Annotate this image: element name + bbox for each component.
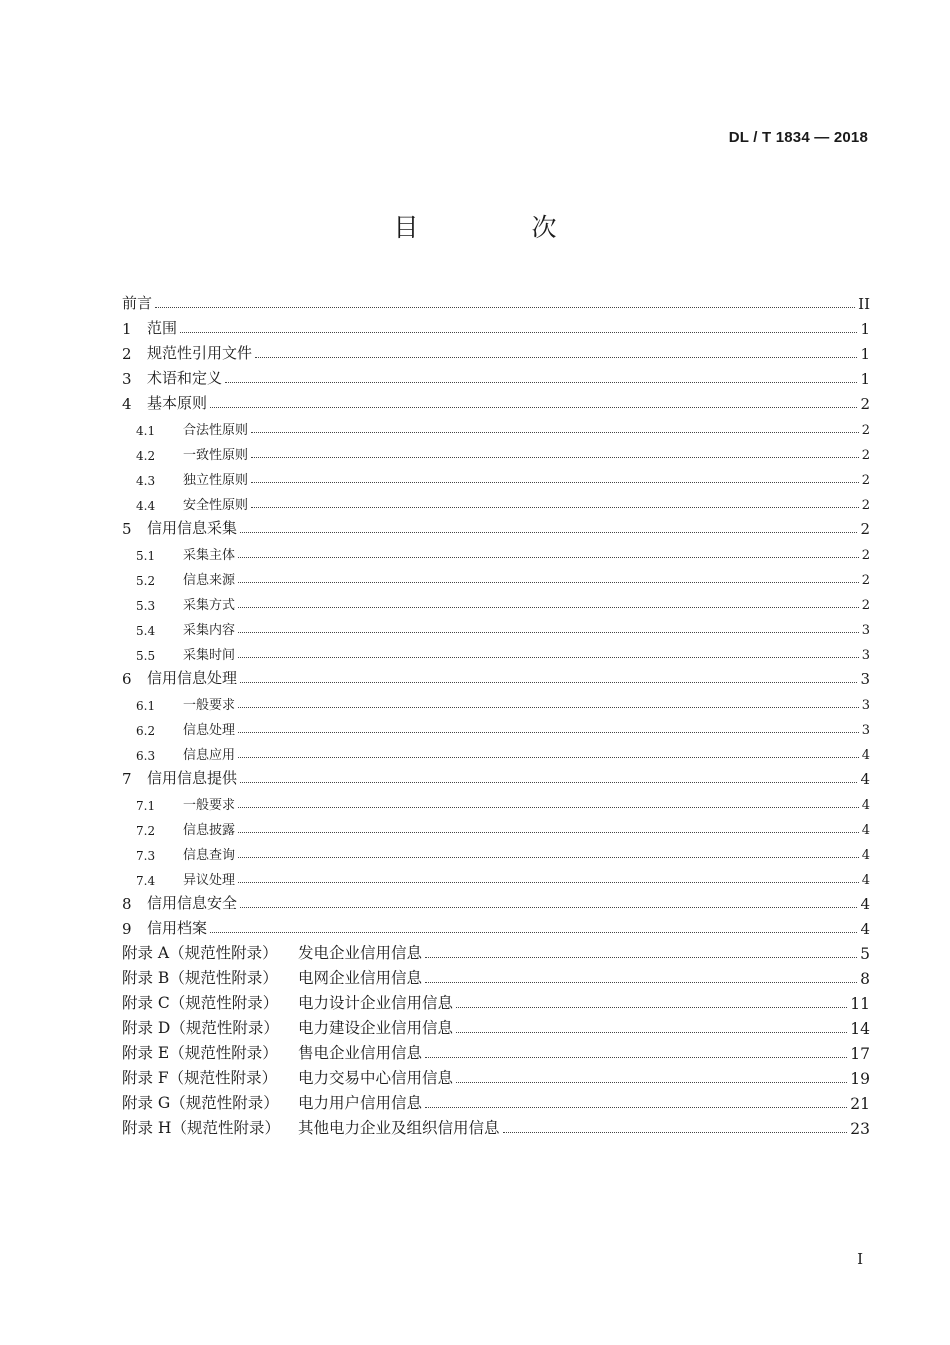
toc-entry-page: 2 [860,520,870,538]
toc-entry[interactable] [122,838,870,863]
toc-entry-number: 5.1 [136,549,156,563]
dot-leader [425,981,857,983]
toc-entry-label: 前言 [122,294,153,312]
toc-entry-number: 7.2 [136,824,156,838]
toc-appendix-label: 电网企业信用信息 [298,969,423,987]
dot-leader [425,956,857,958]
toc-entry-label: 采集主体 [183,548,236,563]
toc-appendix-label: 电力设计企业信用信息 [298,994,454,1012]
toc-appendix-number: 附录 E（规范性附录） [122,1044,278,1062]
toc-entry[interactable] [122,388,870,413]
dot-leader [238,831,859,833]
toc-appendix-page: 23 [850,1120,870,1138]
dot-leader [238,631,859,633]
toc-appendix-entry[interactable] [122,988,870,1013]
toc-entry-number: 4.1 [136,424,156,438]
dot-leader [456,1031,847,1033]
toc-entry-page: 4 [861,748,870,763]
dot-leader [238,581,859,583]
toc-entry-number: 6.3 [136,749,156,763]
toc-entry-label: 信用信息处理 [147,669,238,687]
toc-appendix-label: 电力交易中心信用信息 [298,1069,454,1087]
toc-entry-label: 基本原则 [147,394,208,412]
toc-entry-label: 异议处理 [183,873,236,888]
dot-leader [225,381,857,383]
toc-appendix-number: 附录 C（规范性附录） [122,994,279,1012]
toc-appendix-entry[interactable] [122,938,870,963]
toc-entry-page: 2 [861,573,870,588]
toc-entry-number: 6.1 [136,699,156,713]
toc-entry-label: 信用信息安全 [147,894,238,912]
toc-entry-label: 一般要求 [183,798,236,813]
toc-entry-number: 6.2 [136,724,156,738]
toc-entry-number: 7 [122,770,132,788]
toc-appendix-number: 附录 A（规范性附录） [122,944,278,962]
dot-leader [251,431,859,433]
toc-entry-page: 4 [861,823,870,838]
dot-leader [238,756,859,758]
toc-entry-page: 3 [861,723,870,738]
table-of-contents [122,288,870,1138]
toc-entry[interactable] [122,888,870,913]
toc-entry-page: 2 [861,498,870,513]
toc-entry[interactable] [122,513,870,538]
toc-entry-label: 信息应用 [183,748,236,763]
toc-entry-page: 3 [861,648,870,663]
toc-appendix-label: 电力用户信用信息 [298,1094,423,1112]
dot-leader [456,1081,847,1083]
toc-appendix-entry[interactable] [122,1063,870,1088]
toc-entry[interactable] [122,613,870,638]
toc-entry-foreword[interactable] [122,288,870,313]
toc-entry-label: 合法性原则 [183,423,249,438]
toc-entry-page: 4 [860,770,870,788]
toc-appendix-page: 19 [850,1070,870,1088]
toc-appendix-page: 11 [850,995,870,1013]
dot-leader [238,606,859,608]
toc-entry[interactable] [122,338,870,363]
toc-entry-page: 4 [861,798,870,813]
dot-leader [425,1106,847,1108]
dot-leader [238,806,859,808]
toc-entry-page: 1 [860,320,870,338]
toc-entry-number: 5.2 [136,574,156,588]
toc-entry-number: 8 [122,895,132,913]
toc-entry-number: 4.2 [136,449,156,463]
toc-entry[interactable] [122,688,870,713]
toc-appendix-page: 5 [860,945,870,963]
dot-leader [255,356,857,358]
dot-leader [425,1056,847,1058]
toc-entry-number: 5.3 [136,599,156,613]
toc-appendix-label: 电力建设企业信用信息 [298,1019,454,1037]
toc-appendix-entry[interactable] [122,1038,870,1063]
toc-entry-label: 安全性原则 [183,498,249,513]
toc-entry[interactable] [122,588,870,613]
toc-entry-number: 3 [122,370,132,388]
dot-leader [503,1131,848,1133]
toc-entry[interactable] [122,363,870,388]
dot-leader [240,906,857,908]
toc-entry[interactable] [122,413,870,438]
toc-entry[interactable] [122,488,870,513]
toc-entry-label: 范围 [147,319,178,337]
toc-entry-number: 4.3 [136,474,156,488]
toc-entry-label: 采集内容 [183,623,236,638]
toc-entry-number: 7.3 [136,849,156,863]
toc-entry[interactable] [122,913,870,938]
toc-entry-page: 3 [861,698,870,713]
dot-leader [238,881,859,883]
standard-code: DL / T 1834 — 2018 [728,129,868,146]
dot-leader [456,1006,847,1008]
toc-entry-number: 4.4 [136,499,156,513]
dot-leader [238,556,859,558]
toc-entry[interactable] [122,813,870,838]
toc-appendix-number: 附录 H（规范性附录） [122,1119,280,1137]
toc-entry-label: 规范性引用文件 [147,344,253,362]
toc-entry-label: 采集方式 [183,598,236,613]
toc-entry[interactable] [122,788,870,813]
toc-entry-label: 信息披露 [183,823,236,838]
dot-leader [240,781,857,783]
dot-leader [238,856,859,858]
dot-leader [238,706,859,708]
toc-entry[interactable] [122,863,870,888]
toc-entry-label: 一致性原则 [183,448,249,463]
toc-entry-label: 信息来源 [183,573,236,588]
toc-appendix-entry[interactable] [122,1088,870,1113]
toc-entry-number: 4 [122,395,132,413]
toc-entry-number: 7.4 [136,874,156,888]
toc-entry[interactable] [122,763,870,788]
toc-entry-number: 1 [122,320,132,338]
dot-leader [210,406,857,408]
toc-entry-label: 信息处理 [183,723,236,738]
dot-leader [251,506,859,508]
toc-entry-label: 信用档案 [147,919,208,937]
toc-entry-label: 信用信息采集 [147,519,238,537]
toc-entry-page: 3 [861,623,870,638]
toc-entry-page: 2 [860,395,870,413]
dot-leader [251,456,859,458]
toc-appendix-label: 发电企业信用信息 [298,944,423,962]
dot-leader [251,481,859,483]
toc-entry[interactable] [122,713,870,738]
toc-entry-number: 6 [122,670,132,688]
toc-appendix-entry[interactable] [122,1013,870,1038]
toc-appendix-entry[interactable] [122,963,870,988]
toc-entry-label: 信用信息提供 [147,769,238,787]
page-number: I [857,1250,863,1268]
toc-entry[interactable] [122,438,870,463]
toc-entry-number: 5 [122,520,132,538]
toc-entry-page: 2 [861,473,870,488]
toc-entry-label: 独立性原则 [183,473,249,488]
toc-entry-page: 4 [860,920,870,938]
toc-entry[interactable] [122,738,870,763]
toc-appendix-page: 17 [850,1045,870,1063]
dot-leader [240,681,857,683]
toc-entry-page: 1 [860,370,870,388]
dot-leader [238,656,859,658]
dot-leader [210,931,857,933]
toc-appendix-page: 8 [860,970,870,988]
toc-appendix-number: 附录 D（规范性附录） [122,1019,279,1037]
toc-entry[interactable] [122,313,870,338]
toc-entry-number: 7.1 [136,799,156,813]
toc-appendix-label: 其他电力企业及组织信用信息 [298,1119,500,1137]
toc-entry-page: 4 [860,895,870,913]
toc-entry[interactable] [122,638,870,663]
toc-entry-number: 5.4 [136,624,156,638]
toc-entry-page: 2 [861,423,870,438]
toc-appendix-page: 21 [850,1095,870,1113]
dot-leader [155,306,855,308]
toc-appendix-number: 附录 F（规范性附录） [122,1069,278,1087]
toc-entry-label: 信息查询 [183,848,236,863]
toc-entry-number: 5.5 [136,649,156,663]
toc-appendix-number: 附录 B（规范性附录） [122,969,278,987]
toc-entry-label: 术语和定义 [147,369,223,387]
toc-entry[interactable] [122,663,870,688]
toc-entry-number: 9 [122,920,132,938]
toc-entry[interactable] [122,463,870,488]
toc-appendix-page: 14 [850,1020,870,1038]
toc-appendix-entry[interactable] [122,1113,870,1138]
toc-entry-page: 4 [861,848,870,863]
toc-entry-page: 2 [861,598,870,613]
toc-entry-label: 采集时间 [183,648,236,663]
toc-appendix-number: 附录 G（规范性附录） [122,1094,279,1112]
toc-entry[interactable] [122,563,870,588]
toc-entry-page: 3 [860,670,870,688]
toc-entry-page: 2 [861,548,870,563]
dot-leader [238,731,859,733]
page-title: 目 次 [393,213,601,242]
toc-entry[interactable] [122,538,870,563]
dot-leader [180,331,857,333]
toc-entry-label: 一般要求 [183,698,236,713]
toc-entry-page: 4 [861,873,870,888]
toc-entry-page: 1 [860,345,870,363]
dot-leader [240,531,857,533]
toc-appendix-label: 售电企业信用信息 [298,1044,423,1062]
toc-entry-number: 2 [122,345,132,363]
toc-entry-page: II [858,295,870,313]
toc-entry-page: 2 [861,448,870,463]
